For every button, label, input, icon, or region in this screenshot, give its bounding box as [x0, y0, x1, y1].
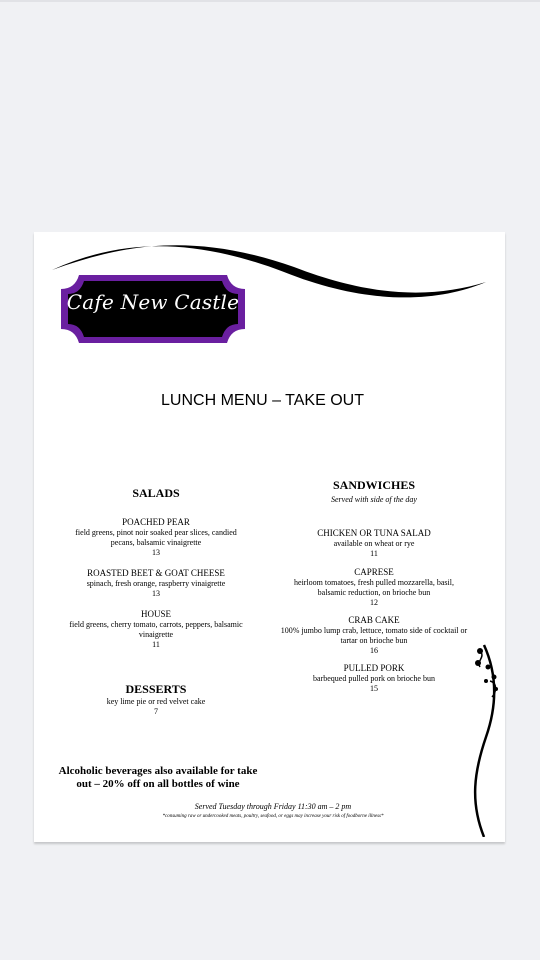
item-price: 16	[370, 646, 378, 655]
sandwich-item	[279, 528, 469, 559]
salad-item	[64, 517, 248, 558]
served-hours: Served Tuesday through Friday 11:30 am – 2 pm	[194, 802, 352, 811]
item-name: POACHED PEAR	[122, 517, 190, 527]
item-name: CHICKEN OR TUNA SALAD	[317, 528, 431, 538]
item-desc: field greens, pinot noir soaked pear slices, candied pecans, balsamic vinaigrette	[75, 528, 237, 547]
item-price: 15	[370, 684, 378, 693]
salad-item	[64, 609, 248, 650]
item-desc: key lime pie or red velvet cake	[106, 697, 206, 706]
vine-ornament	[466, 637, 502, 837]
salad-item	[64, 568, 248, 599]
item-name: CRAB CAKE	[348, 615, 400, 625]
alcohol-note: Alcoholic beverages also available for take out – 20% off on all bottles of wine	[58, 765, 258, 790]
sandwich-item	[279, 567, 469, 608]
item-price: 13	[152, 589, 160, 598]
sandwiches-heading: SANDWICHES	[332, 478, 416, 492]
sandwiches-subheading: Served with side of the day	[331, 495, 417, 504]
item-name: CAPRESE	[354, 567, 394, 577]
item-name: PULLED PORK	[343, 663, 405, 673]
item-desc: available on wheat or rye	[333, 539, 415, 548]
logo-text: Cafe New Castle	[66, 290, 240, 314]
item-price: 7	[154, 707, 158, 716]
menu-title: LUNCH MENU – TAKE OUT	[161, 392, 364, 409]
item-name: HOUSE	[140, 609, 171, 619]
item-price: 13	[152, 548, 160, 557]
item-desc: spinach, fresh orange, raspberry vinaigrette	[86, 579, 226, 588]
item-desc: field greens, cherry tomato, carrots, peppers, balsamic vinaigrette	[69, 620, 243, 639]
disclaimer: *consuming raw or undercooked meats, poultry, seafood, or eggs may increase your risk of foodborne illness*	[162, 814, 384, 819]
menu-page	[34, 232, 505, 842]
item-desc: heirloom tomatoes, fresh pulled mozzarella, basil, balsamic reduction, on brioche bun	[294, 578, 454, 597]
sandwich-item	[279, 663, 469, 694]
sandwich-item	[279, 615, 469, 656]
top-divider	[0, 0, 540, 2]
item-price: 11	[152, 640, 160, 649]
salads-heading: SALADS	[132, 486, 180, 500]
desserts-section	[64, 682, 248, 717]
desserts-heading: DESSERTS	[125, 682, 187, 696]
item-price: 12	[370, 598, 378, 607]
sandwiches-header	[279, 478, 469, 504]
item-desc: 100% jumbo lump crab, lettuce, tomato side of cocktail or tartar on brioche bun	[280, 626, 468, 645]
item-name: ROASTED BEET & GOAT CHEESE	[87, 568, 225, 578]
item-price: 11	[370, 549, 378, 558]
item-desc: barbequed pulled pork on brioche bun	[313, 674, 435, 683]
